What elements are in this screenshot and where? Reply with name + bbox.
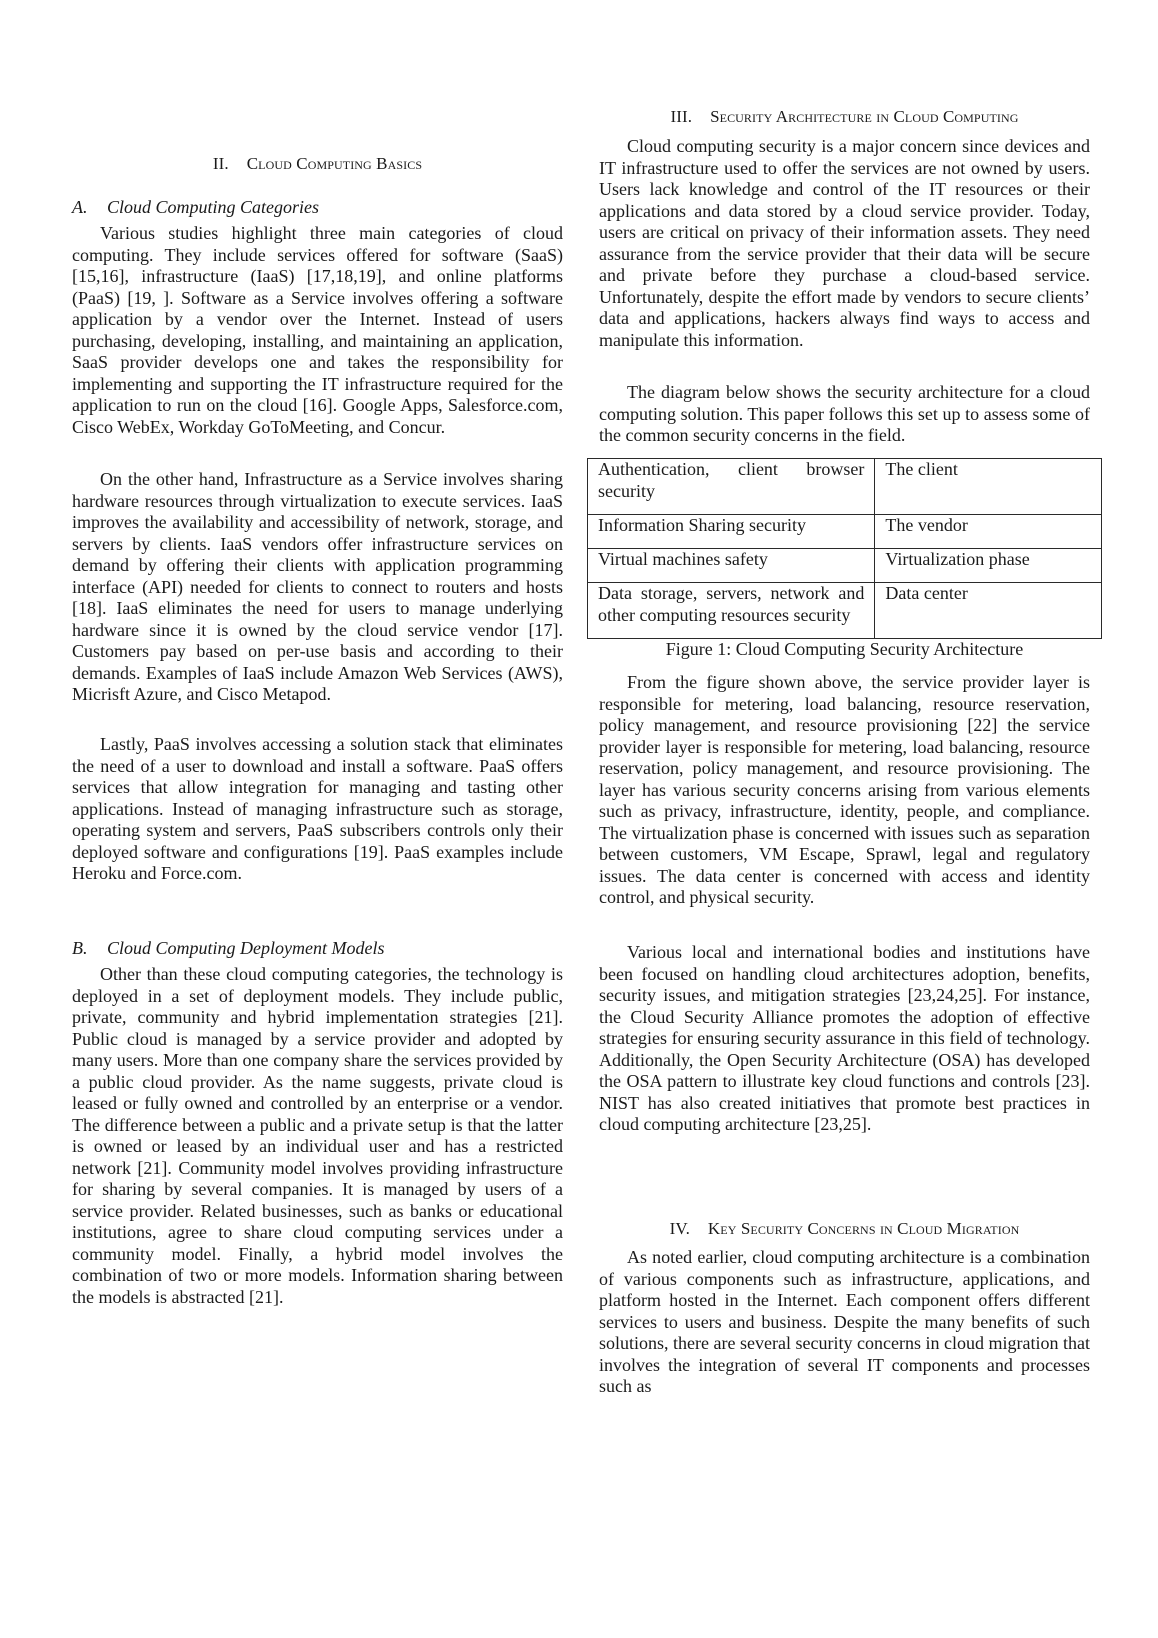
paragraph: Various local and international bodies and institutions have been focused on handling cloud architectures adoption, benefits, security issues, and mitigation strategies [23,24,25]. For instance, the Cloud Security Alliance promotes the adoption of effective strategies for ensuring security assurance in this field of technology. Additionally, the Open Security Architecture (OSA) has developed the OSA pattern to illustrate key cloud functions and controls [23]. NIST has also created initiatives that promote best practices in cloud computing architecture [23,25]. xyxy=(599,942,1090,1134)
subsection-letter: B. xyxy=(72,938,88,958)
table-cell-concern: Information Sharing security xyxy=(588,515,875,549)
subsection-title: Cloud Computing Deployment Models xyxy=(107,938,385,958)
table-cell-concern: Data storage, servers, network and other computing resources security xyxy=(588,583,875,639)
section-number: III. xyxy=(670,107,693,126)
table-row xyxy=(588,583,1102,639)
paragraph: On the other hand, Infrastructure as a Service involves sharing hardware resources through virtualization to execute services. IaaS improves the availability and accessibility of network, storage, and servers by clients. IaaS vendors offer infrastructure services on demand by offering their clients with application programming interface (API) needed for clients to connect to routers and hosts [18]. IaaS eliminates the need for users to manage underlying hardware since it is owned by the cloud service vendor [17]. Customers pay based on per-use basis and according to their demands. Examples of IaaS include Amazon Web Services (AWS), Micrisft Azure, and Cisco Metapod. xyxy=(72,469,563,704)
section-heading-ii xyxy=(72,153,563,175)
section-heading-iii xyxy=(599,106,1090,128)
table-row xyxy=(588,549,1102,583)
paragraph: The diagram below shows the security architecture for a cloud computing solution. This paper follows this set up to assess some of the common security concerns in the field. xyxy=(599,382,1090,445)
table-cell-layer: Data center xyxy=(875,583,1102,639)
paragraph: From the figure shown above, the service provider layer is responsible for metering, load balancing, resource reservation, policy management, and resource provisioning [22] the service provider layer is responsible for metering, load balancing, resource reservation, policy management, and resource provisioning. The layer has various security concerns arising from various elements such as privacy, infrastructure, identity, people, and compliance. The virtualization phase is concerned with issues such as separation between customers, VM Escape, Sprawl, legal and regulatory issues. The data center is concerned with access and identity control, and physical security. xyxy=(599,672,1090,907)
table-cell-concern: Authentication, client browser security xyxy=(588,459,875,515)
paragraph: Cloud computing security is a major concern since devices and IT infrastructure used to offer the services are not owned by users. Users lack knowledge and control of the IT resources or their applications and data stored by a cloud service provider. Today, users are critical on privacy of their information assets. They need assurance from the service provider that their data will be secure and private before they purchase a cloud-based service. Unfortunately, despite the effort made by vendors to secure clients’ data and applications, hackers always find ways to access and manipulate this information. xyxy=(599,136,1090,350)
subsection-heading-b xyxy=(72,937,563,959)
section-title: Security Architecture in Cloud Computing xyxy=(710,107,1019,126)
subsection-letter: A. xyxy=(72,197,88,217)
section-heading-iv xyxy=(599,1218,1090,1240)
paragraph: Other than these cloud computing categories, the technology is deployed in a set of deployment models. They include public, private, community and hybrid implementation strategies [21]. Public cloud is managed by a service provider and adopted by many users. More than one company share the services provided by a public cloud provider. As the name suggests, private cloud is leased or fully owned and controlled by an enterprise or a vendor. The difference between a public and a private setup is that the latter is owned or leased by an individual user and has a restricted network [21]. Community model involves providing infrastructure for sharing by several companies. It is managed by users of a service provider. Related businesses, such as banks or educational institutions, agree to share cloud computing services under a community model. Finally, a hybrid model involves the combination of two or more models. Information sharing between the models is abstracted [21]. xyxy=(72,964,563,1307)
subsection-title: Cloud Computing Categories xyxy=(107,197,320,217)
table-cell-layer: The vendor xyxy=(875,515,1102,549)
figure-caption: Figure 1: Cloud Computing Security Architecture xyxy=(665,639,1024,659)
paragraph: As noted earlier, cloud computing architecture is a combination of various components such as infrastructure, applications, and platform hosted in the Internet. Each component offers different services to users and business. Despite the many benefits of such solutions, there are several security concerns in cloud migration that involves the integration of several IT components and processes such as xyxy=(599,1247,1090,1396)
paragraph: Lastly, PaaS involves accessing a solution stack that eliminates the need of a user to download and install a software. PaaS offers services that allow integration for managing and tasting other applications. Instead of managing infrastructure such as storage, operating system and servers, PaaS subscribers controls only their deployed software and configurations [19]. PaaS examples include Heroku and Force.com. xyxy=(72,734,563,883)
section-title: Key Security Concerns in Cloud Migration xyxy=(707,1219,1020,1238)
table-row xyxy=(588,515,1102,549)
subsection-heading-a xyxy=(72,196,563,218)
table-cell-layer: Virtualization phase xyxy=(875,549,1102,583)
section-title: Cloud Computing Basics xyxy=(246,154,423,173)
section-number: II. xyxy=(212,154,229,173)
table-cell-concern: Virtual machines safety xyxy=(588,549,875,583)
paragraph: Various studies highlight three main categories of cloud computing. They include services offered for software (SaaS) [15,16], infrastructure (IaaS) [17,18,19], and online platforms (PaaS) [19, ]. Software as a Service involves offering a software application by a vendor over the Internet. Instead of users purchasing, developing, installing, and maintaining an application, SaaS provider develops one and takes the responsibility for implementing and supporting the IT infrastructure required for the application to run on the cloud [16]. Google Apps, Salesforce.com, Cisco WebEx, Workday GoToMeeting, and Concur. xyxy=(72,223,563,437)
table-cell-layer: The client xyxy=(875,459,1102,515)
section-number: IV. xyxy=(669,1219,690,1238)
table-row xyxy=(588,459,1102,515)
security-architecture-table xyxy=(587,458,1102,639)
